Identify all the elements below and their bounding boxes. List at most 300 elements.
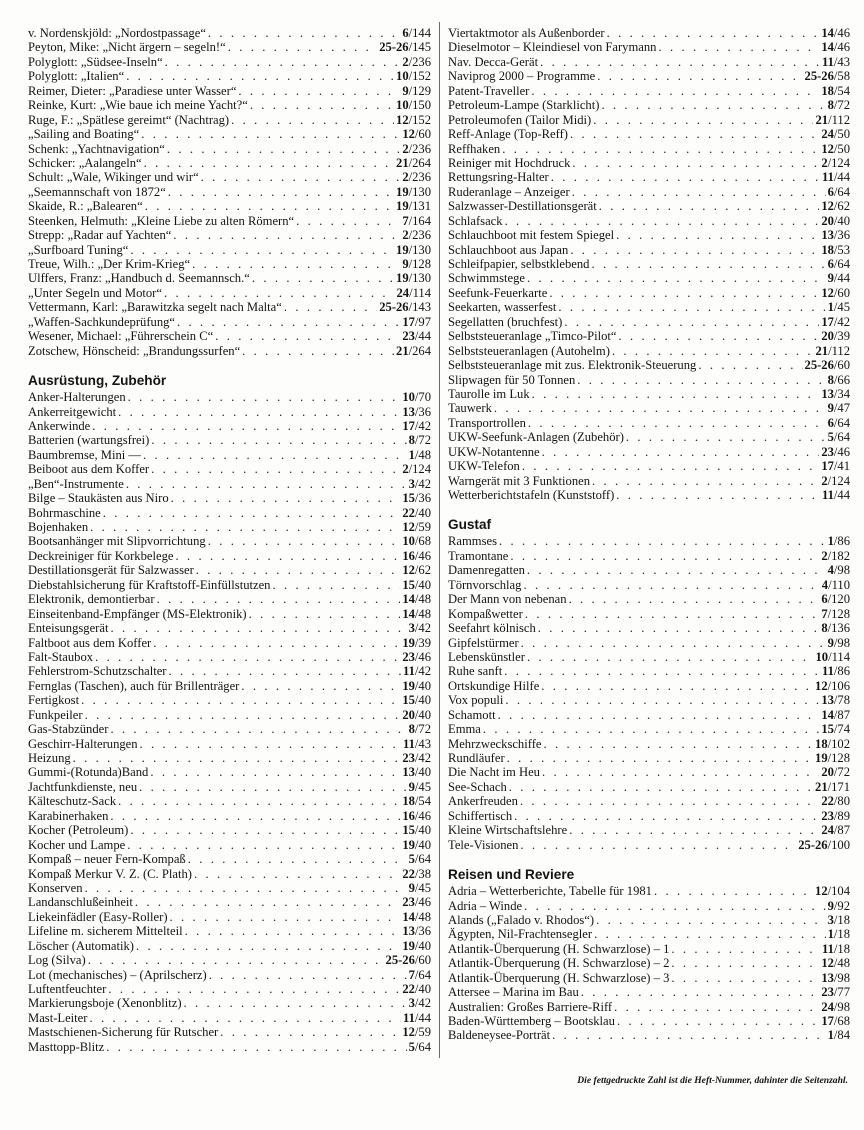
page-number: 98	[837, 563, 850, 578]
issue-number: 2	[402, 228, 409, 243]
entry-reference: 19/131	[396, 199, 431, 214]
issue-number: 21	[815, 779, 828, 794]
entry-reference: 12/50	[821, 141, 850, 156]
entry-reference: 14/48	[402, 606, 431, 621]
dot-leader	[250, 98, 394, 112]
index-entry	[28, 578, 431, 592]
dot-leader	[593, 113, 813, 127]
index-entry	[448, 329, 850, 343]
page-number: 236	[412, 54, 431, 69]
entry-reference: 14/48	[402, 592, 431, 607]
issue-number: 6	[827, 257, 834, 271]
entry-title: UKW-Telefon	[448, 459, 520, 474]
issue-number: 13	[821, 693, 834, 708]
dot-leader	[499, 534, 826, 548]
page-number: 114	[412, 285, 431, 300]
issue-number: 25-26	[385, 953, 415, 968]
entry-reference: 1/86	[827, 534, 850, 549]
issue-number: 8	[827, 372, 834, 387]
entry-reference: 22/38	[402, 866, 431, 881]
entry-title: Schamott	[448, 707, 496, 722]
issue-number: 2	[402, 170, 409, 185]
index-entry	[28, 679, 431, 693]
page-number: 72	[418, 433, 431, 448]
entry-title: Gummi-(Rotunda)Band	[28, 765, 149, 780]
entry-reference: 17/42	[821, 314, 850, 329]
entry-reference: 14/46	[821, 40, 850, 55]
entry-reference: 19/40	[402, 837, 431, 852]
dot-leader	[591, 257, 825, 271]
dot-leader	[150, 765, 400, 779]
entry-title: Petroleum-Lampe (Starklicht)	[448, 98, 600, 113]
entry-title: Schleifpapier, selbstklebend	[448, 257, 590, 271]
dot-leader	[92, 419, 400, 433]
entry-reference: 17/41	[821, 459, 850, 474]
issue-number: 23	[821, 444, 834, 459]
entry-title: Bojenhaken	[28, 520, 89, 534]
entry-reference: 22/80	[821, 794, 850, 809]
page-number: 106	[831, 678, 850, 693]
entry-reference: 12/106	[815, 678, 850, 693]
issue-number: 12	[815, 884, 828, 899]
entry-reference: 23/46	[402, 649, 431, 664]
entry-title: Seekarten, wasserfest	[448, 300, 557, 315]
index-entry	[28, 477, 431, 491]
page-number: 144	[412, 26, 431, 40]
entry-reference: 17/42	[402, 418, 431, 433]
issue-number: 20	[821, 329, 834, 344]
dot-leader	[617, 1014, 819, 1028]
entry-title: Schlauchboot aus Japan	[448, 242, 569, 257]
issue-number: 14	[821, 707, 834, 722]
issue-number: 9	[827, 401, 834, 416]
index-entry	[448, 373, 850, 387]
dot-leader	[185, 924, 401, 938]
index-entry	[28, 170, 431, 184]
entry-reference: 8/136	[821, 621, 850, 636]
entry-reference: 19/130	[396, 271, 431, 286]
index-entry	[448, 257, 850, 271]
index-entry	[448, 578, 850, 592]
page-number: 62	[418, 563, 431, 578]
dot-leader	[196, 563, 401, 577]
page-number: 44	[418, 1010, 431, 1025]
entry-reference: 18/53	[821, 242, 850, 257]
entry-title: Treue, Wilh.: „Der Krim-Krieg“	[28, 257, 191, 271]
dot-leader	[241, 679, 400, 693]
dot-leader	[106, 1040, 406, 1054]
issue-number: 9	[827, 898, 834, 913]
entry-reference: 23/46	[821, 444, 850, 459]
page-number: 48	[418, 447, 431, 462]
entry-reference: 24/87	[821, 823, 850, 838]
dot-leader	[143, 448, 407, 462]
index-entry	[28, 693, 431, 707]
page-number: 45	[418, 779, 431, 794]
dot-leader	[618, 329, 819, 343]
issue-number: 12	[821, 285, 834, 300]
entry-title: Schicker: „Aalangeln“	[28, 155, 142, 170]
entry-title: Lot (mechanisches) – (Aprilscherz)	[28, 967, 207, 982]
entry-title: Lifeline m. sicherem Mittelteil	[28, 924, 183, 939]
dot-leader	[128, 390, 401, 404]
dot-leader	[272, 578, 400, 592]
index-entry	[28, 563, 431, 577]
index-entry	[448, 358, 850, 372]
index-entry	[448, 664, 850, 678]
index-entry	[448, 592, 850, 606]
entry-title: See-Schach	[448, 779, 507, 794]
dot-leader	[549, 286, 819, 300]
dot-leader	[85, 881, 407, 895]
page-number: 44	[837, 271, 850, 286]
entry-reference: 18/54	[821, 83, 850, 98]
entry-reference: 7/128	[821, 606, 850, 621]
dot-leader	[238, 84, 400, 98]
index-entry	[448, 113, 850, 127]
issue-number: 20	[402, 707, 415, 722]
dot-leader	[540, 55, 820, 69]
dot-leader	[594, 927, 826, 941]
entry-title: Reff-Anlage (Top-Reff)	[448, 127, 568, 142]
entry-reference: 3/42	[408, 621, 431, 636]
page-number: 36	[418, 404, 431, 419]
page-number: 18	[837, 941, 850, 956]
issue-number: 11	[403, 664, 415, 679]
page-number: 40	[418, 823, 431, 838]
entry-title: Kälteschutz-Sack	[28, 794, 117, 809]
index-entry	[28, 26, 431, 40]
section-heading-reisen: Reisen und Reviere	[448, 867, 575, 883]
page-number: 60	[837, 358, 850, 373]
index-entry	[28, 156, 431, 170]
entry-title: Batterien (wartungsfrei)	[28, 433, 150, 448]
dot-leader	[110, 621, 406, 635]
dot-leader	[108, 982, 400, 996]
dot-leader	[522, 459, 819, 473]
dot-leader	[127, 838, 400, 852]
dot-leader	[171, 491, 401, 505]
dot-leader	[607, 26, 820, 40]
dot-leader	[494, 401, 826, 415]
issue-number: 23	[402, 895, 415, 910]
page-number: 264	[412, 343, 431, 358]
entry-reference: 11/44	[403, 1010, 431, 1025]
entry-reference: 16/46	[402, 548, 431, 563]
entry-reference: 21/264	[396, 343, 431, 358]
entry-reference: 2/124	[821, 473, 850, 488]
index-entry	[448, 199, 850, 213]
entry-reference: 3/42	[408, 476, 431, 491]
dot-leader	[523, 578, 819, 592]
entry-title: Fehlerstrom-Schutzschalter	[28, 664, 167, 679]
index-entry	[448, 26, 850, 40]
entry-reference: 5/64	[408, 1039, 431, 1054]
entry-reference: 11/43	[822, 54, 850, 69]
dot-leader	[145, 199, 394, 213]
entry-reference: 21/171	[815, 779, 850, 794]
entry-reference: 12/104	[815, 884, 850, 899]
dot-leader	[164, 286, 395, 300]
dot-leader	[249, 607, 401, 621]
entry-title: Schlafsack	[448, 213, 503, 228]
entry-reference: 12/62	[402, 563, 431, 578]
issue-number: 16	[402, 548, 415, 563]
entry-title: Atlantik-Überquerung (H. Schwarzlose) – 2	[448, 956, 670, 971]
index-entry	[28, 982, 431, 996]
dot-leader	[168, 185, 394, 199]
issue-number: 19	[396, 199, 409, 214]
entry-reference: 12/60	[821, 285, 850, 300]
entry-title: „Ben“-Instrumente	[28, 476, 124, 491]
book-review-list	[28, 26, 431, 358]
index-entry	[448, 809, 850, 823]
dot-leader	[188, 852, 407, 866]
index-entry	[28, 722, 431, 736]
index-entry	[448, 40, 850, 54]
page-number: 43	[837, 54, 850, 69]
entry-title: Die Nacht im Heu	[448, 765, 540, 780]
issue-number: 1	[827, 927, 834, 942]
page-number: 124	[412, 462, 431, 477]
entry-title: Baden-Württemberg – Bootsklau	[448, 1014, 615, 1028]
entry-reference: 25-26/145	[379, 40, 431, 55]
index-entry	[448, 84, 850, 98]
entry-reference: 8/66	[827, 372, 850, 387]
index-entry	[448, 55, 850, 69]
entry-title: Seefahrt kölnisch	[448, 621, 536, 636]
issue-number: 13	[402, 924, 415, 939]
dot-leader	[118, 405, 400, 419]
issue-number: 9	[408, 880, 415, 895]
entry-reference: 5/64	[827, 430, 850, 445]
dot-leader	[531, 84, 819, 98]
entry-reference: 2/182	[821, 548, 850, 563]
entry-title: Ankerwinde	[28, 418, 91, 433]
entry-reference: 18/54	[402, 794, 431, 809]
page-number: 47	[837, 401, 850, 416]
page-number: 128	[831, 751, 850, 765]
page-number: 112	[831, 343, 850, 358]
issue-number: 11	[822, 664, 834, 679]
entry-title: Destillationsgerät für Salzwasser	[28, 563, 194, 578]
page-number: 42	[418, 476, 431, 491]
entry-reference: 8/72	[408, 722, 431, 737]
dot-leader	[215, 329, 400, 343]
entry-reference: 25-26/143	[379, 300, 431, 315]
entry-title: Ruhe sanft	[448, 664, 503, 679]
page-number: 64	[837, 257, 850, 271]
entry-reference: 23/89	[821, 808, 850, 823]
entry-title: Taurolle im Luk	[448, 386, 530, 401]
page-number: 40	[418, 938, 431, 953]
entry-reference: 19/128	[815, 751, 850, 765]
entry-title: Ankerfreuden	[448, 794, 518, 809]
page-number: 40	[418, 707, 431, 722]
page-number: 34	[837, 386, 850, 401]
page-number: 100	[831, 837, 850, 852]
index-entry	[28, 520, 431, 534]
index-entry	[448, 300, 850, 314]
dot-leader	[208, 26, 400, 40]
issue-number: 5	[827, 430, 834, 445]
page-number: 131	[412, 199, 431, 214]
index-entry	[448, 156, 850, 170]
page-number: 70	[418, 390, 431, 405]
dot-leader	[538, 621, 820, 635]
issue-number: 23	[821, 985, 834, 1000]
issue-number: 4	[827, 563, 834, 578]
entry-reference: 9/98	[827, 635, 850, 650]
entry-title: Liekeinfädler (Easy-Roller)	[28, 909, 168, 924]
entry-reference: 7/164	[402, 213, 431, 228]
issue-number: 17	[821, 459, 834, 474]
issue-number: 14	[402, 606, 415, 621]
entry-reference: 12/60	[402, 127, 431, 142]
entry-title: Peyton, Mike: „Nicht ärgern – segeln!“	[28, 40, 226, 55]
dot-leader	[231, 113, 394, 127]
entry-reference: 17/97	[402, 314, 431, 329]
entry-title: Mast-Leiter	[28, 1010, 88, 1025]
index-entry	[448, 913, 850, 927]
entry-reference: 9/128	[402, 257, 431, 271]
entry-title: Anker-Halterungen	[28, 390, 126, 405]
dot-leader	[73, 751, 401, 765]
entry-reference: 10/150	[396, 98, 431, 113]
entry-reference: 8/72	[827, 98, 850, 113]
entry-reference: 13/36	[402, 404, 431, 419]
issue-number: 23	[402, 751, 415, 765]
index-entry	[448, 416, 850, 430]
issue-number: 22	[402, 866, 415, 881]
index-entry	[448, 1014, 850, 1028]
entry-reference: 12/152	[396, 112, 431, 127]
dot-leader	[296, 214, 400, 228]
entry-title: Tele-Visionen	[448, 837, 519, 852]
issue-number: 24	[821, 999, 834, 1014]
index-entry	[28, 491, 431, 505]
page-number: 98	[837, 970, 850, 985]
index-entry	[28, 1040, 431, 1054]
page-number: 59	[418, 520, 431, 534]
entry-reference: 9/45	[408, 779, 431, 794]
index-entry	[28, 419, 431, 433]
page-number: 72	[418, 722, 431, 737]
issue-number: 19	[815, 751, 828, 765]
entry-title: Diebstahlsicherung für Kraftstoff-Einfüllstutzen	[28, 577, 271, 592]
entry-reference: 12/62	[821, 199, 850, 214]
index-entry	[28, 794, 431, 808]
equipment-list	[28, 390, 431, 1054]
entry-reference: 6/144	[402, 26, 431, 40]
page-number: 77	[837, 985, 850, 1000]
entry-title: Skaide, R.: „Balearen“	[28, 199, 143, 214]
entry-reference: 20/39	[821, 329, 850, 344]
index-entry	[28, 243, 431, 257]
issue-number: 1	[827, 1028, 834, 1043]
entry-title: Schiffertisch	[448, 808, 513, 823]
index-entry	[448, 1028, 850, 1042]
page-number: 46	[837, 26, 850, 40]
index-column-left	[28, 26, 431, 1054]
issue-number: 21	[396, 155, 409, 170]
index-entry	[448, 985, 850, 999]
entry-title: Wetterberichtstafeln (Kunststoff)	[448, 488, 615, 502]
dot-leader	[581, 985, 820, 999]
index-entry	[28, 838, 431, 852]
entry-title: UKW-Notantenne	[448, 444, 540, 459]
entry-title: Vettermann, Karl: „Barawitzka segelt nach Malta“	[28, 300, 282, 315]
issue-number: 9	[408, 779, 415, 794]
issue-number: 17	[402, 418, 415, 433]
entry-title: Reinke, Kurt: „Wie baue ich meine Yacht?“	[28, 98, 248, 113]
entry-title: UKW-Seefunk-Anlagen (Zubehör)	[448, 430, 624, 445]
entry-reference: 19/39	[402, 635, 431, 650]
issue-number: 16	[402, 808, 415, 823]
page-number: 60	[837, 285, 850, 300]
page-number: 54	[418, 794, 431, 809]
entry-title: Gipfelstürmer	[448, 635, 519, 650]
dot-leader	[153, 636, 400, 650]
entry-reference: 13/36	[821, 228, 850, 243]
index-entry	[28, 433, 431, 447]
entry-reference: 10/68	[402, 534, 431, 549]
dot-leader	[135, 895, 400, 909]
index-entry	[448, 430, 850, 444]
dot-leader	[184, 996, 407, 1010]
issue-number: 1	[408, 447, 415, 462]
index-entry	[28, 462, 431, 476]
entry-title: Rundläufer	[448, 751, 505, 765]
index-entry	[28, 867, 431, 881]
page-number: 152	[412, 69, 431, 84]
page-number: 130	[412, 184, 431, 199]
index-entry	[28, 780, 431, 794]
index-entry	[28, 257, 431, 271]
issue-number: 25-26	[804, 69, 834, 84]
index-entry	[448, 899, 850, 913]
entry-reference: 15/40	[402, 823, 431, 838]
entry-title: Rettungsring-Halter	[448, 170, 549, 185]
dot-leader	[510, 549, 819, 563]
issue-number: 14	[821, 26, 834, 40]
index-column-right	[448, 26, 850, 1043]
issue-number: 10	[402, 390, 415, 405]
issue-number: 15	[402, 823, 415, 838]
entry-title: Adria – Wetterberichte, Tabelle für 1981	[448, 884, 652, 899]
page-number: 54	[837, 83, 850, 98]
entry-reference: 1/45	[827, 300, 850, 315]
dot-leader	[192, 257, 400, 271]
issue-number: 6	[827, 184, 834, 199]
issue-number: 7	[821, 606, 828, 621]
page-number: 236	[412, 228, 431, 243]
issue-number: 12	[402, 127, 415, 142]
entry-reference: 9/44	[827, 271, 850, 286]
dot-leader	[252, 271, 394, 285]
issue-number: 19	[402, 678, 415, 693]
index-entry	[28, 40, 431, 54]
issue-number: 20	[821, 213, 834, 228]
issue-number: 21	[815, 343, 829, 358]
dot-leader	[527, 563, 826, 577]
dot-leader	[520, 794, 819, 808]
entry-title: Alands („Falado v. Rhodos“)	[448, 912, 595, 927]
entry-title: Reimer, Dieter: „Paradiese unter Wasser“	[28, 83, 237, 98]
entry-title: Kocher (Petroleum)	[28, 823, 129, 838]
dot-leader	[140, 737, 401, 751]
entry-reference: 18/102	[815, 736, 850, 751]
